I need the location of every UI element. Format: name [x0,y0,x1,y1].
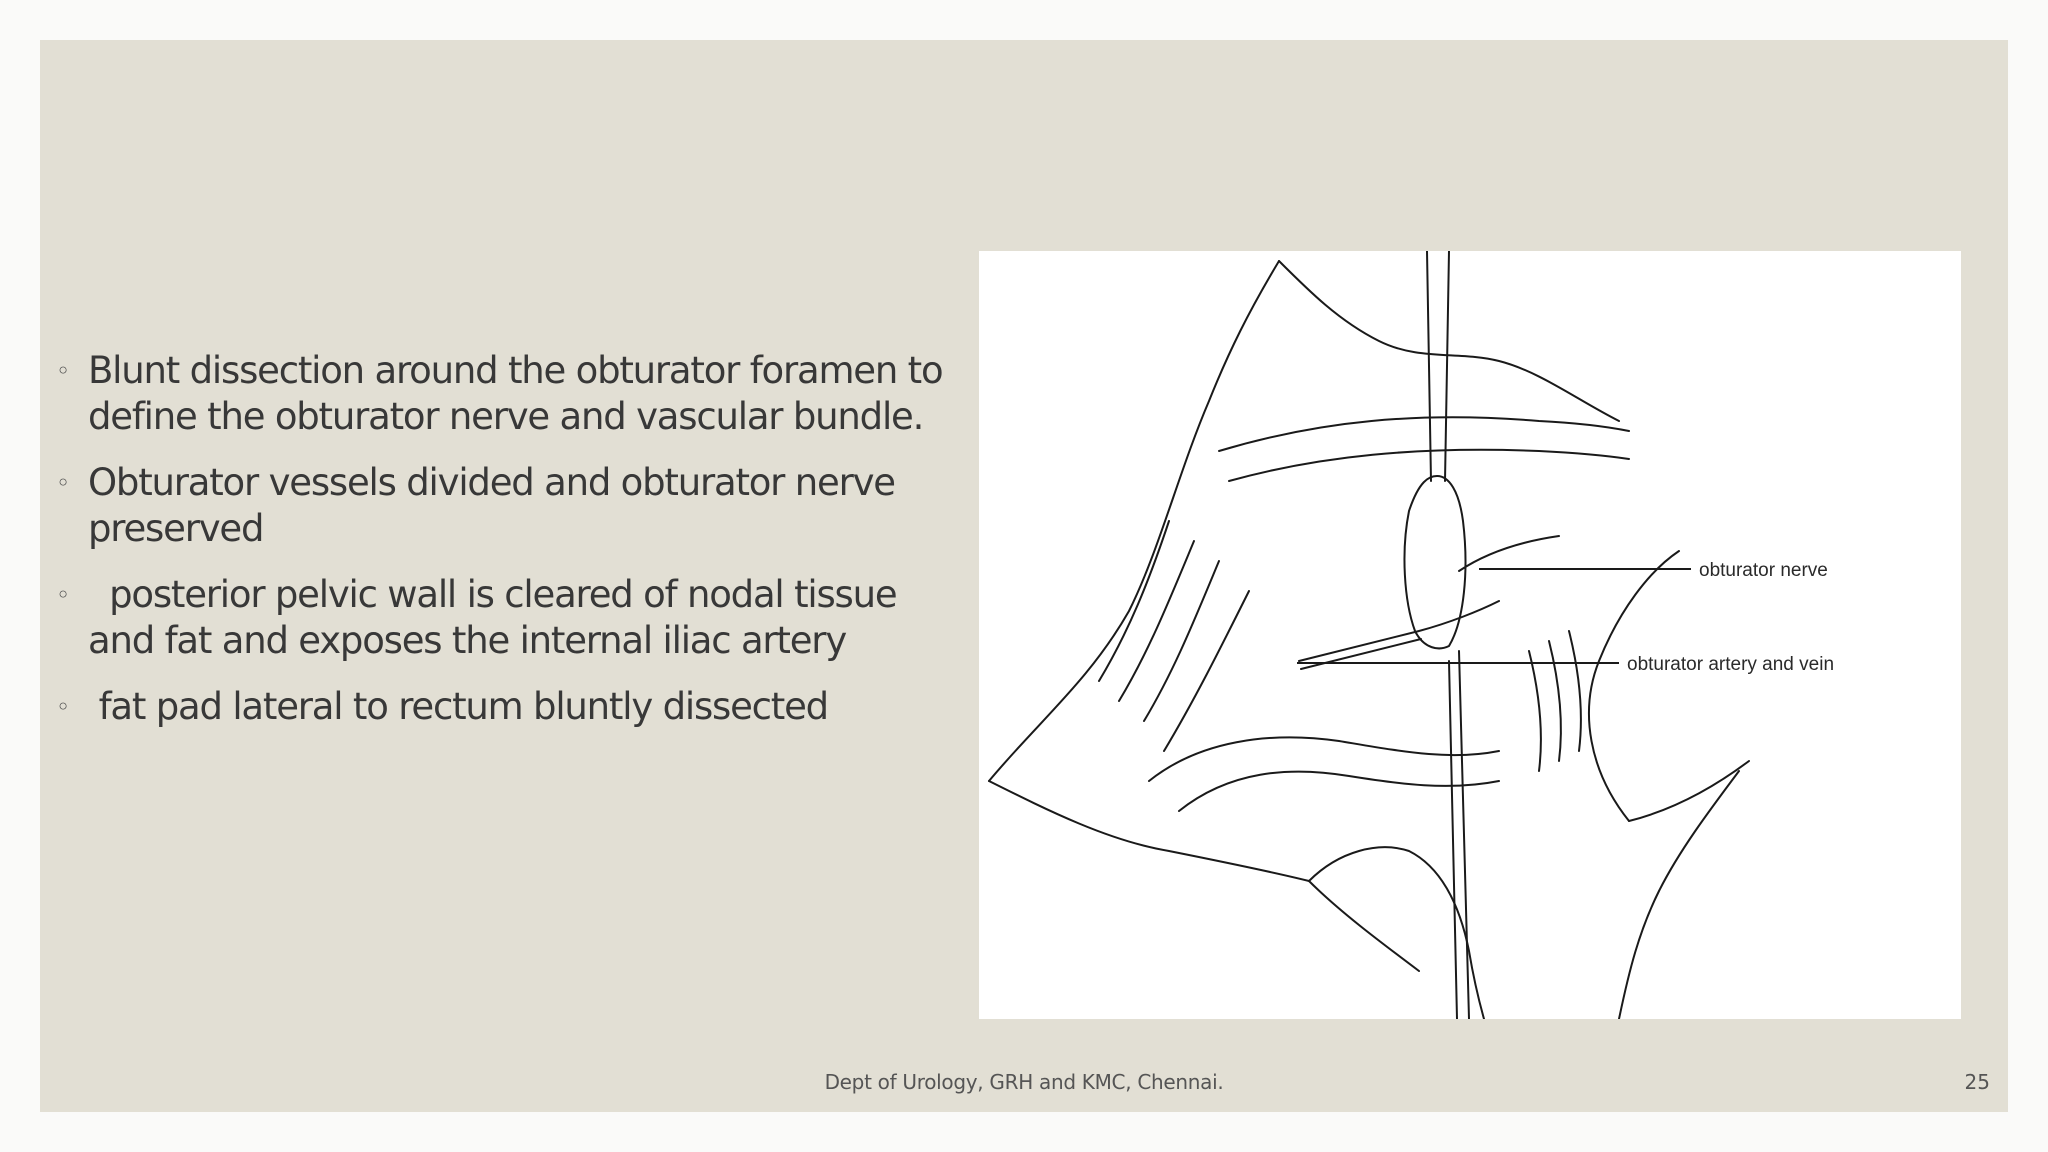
bullet-item [40,348,960,440]
bullet-item [40,460,960,552]
label-obturator-artery-vein: obturator artery and vein [1627,654,1835,675]
label-obturator-nerve: obturator nerve [1699,560,1828,581]
bullet-text: Blunt dissection around the obturator foramen to define the obturator nerve and vascular bundle. [88,349,943,438]
page-number: 25 [1964,1070,1990,1094]
bullet-marker: ◦ [56,581,69,609]
bullet-text: posterior pelvic wall is cleared of nodal tissue and fat and exposes the internal iliac artery [88,573,907,662]
bullet-item [40,684,960,730]
footer: Dept of Urology, GRH and KMC, Chennai. [824,1070,1224,1094]
bullet-marker: ◦ [56,357,69,385]
bullet-list [40,348,960,750]
anatomical-illustration [979,251,1961,1019]
slide [40,40,2008,1112]
pelvic-dissection-drawing [979,251,1961,1019]
bullet-text: fat pad lateral to rectum bluntly dissected [88,685,828,728]
bullet-marker: ◦ [56,469,69,497]
bullet-text: Obturator vessels divided and obturator nerve preserved [88,461,895,550]
bullet-item [40,572,960,664]
bullet-marker: ◦ [56,693,69,721]
